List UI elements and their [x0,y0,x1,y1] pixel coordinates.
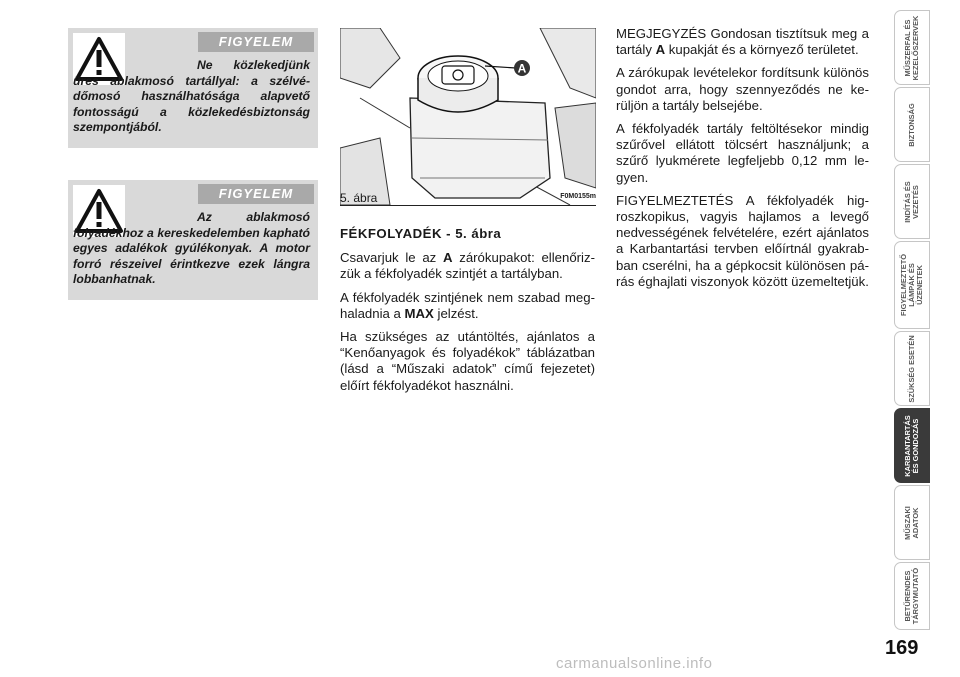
brake-fluid-section [340,226,595,401]
callout-label: A [517,61,527,76]
watermark: carmanualsonline.info [556,655,713,672]
tab-biztonsag[interactable]: BIZTONSÁG [894,87,930,162]
paragraph: A fékfolyadék szintjének nem szabad meghaladnia a MAX jelzést. [340,289,595,321]
tab-muszaki-adatok[interactable]: MŰSZAKI ADATOK [894,485,930,560]
paragraph: A fékfolyadék tartály feltöltésekor mindig szűrővel ellátott tölcsért használjunk; a szűrő lyukmérete legfeljebb 0,12 mm legyen. [616,121,869,185]
figure-caption-row [340,191,596,205]
paragraph: FIGYELMEZTETÉS A fékfolyadék higroszkopikus, vagyis hajlamos a levegő nedvességének felvételére, ezért ajánlatos a Karbantartási tervben előírtnál gyakrabban cserélni, ha a gépkocsit különösen párás éghajlati viszonyok között üzemeltetjük. [616,192,869,289]
warning-box [68,28,318,148]
tab-inditas[interactable]: INDÍTÁS ÉS VEZETÉS [894,164,930,239]
warning-text: Az ablakmosó folyadékhoz a kereskedelemben kapható egyes adalékok gyúlékonyak. A motor forró részeivel érintkezve ezek lángra lobbanhatnak. [73,210,310,286]
notes-column [616,26,869,297]
tab-szukseg-eseten[interactable]: SZÜKSÉG ESETÉN [894,331,930,406]
section-title: FÉKFOLYADÉK - 5. ábra [340,226,502,241]
chapter-tabs [894,0,930,677]
paragraph: MEGJEGYZÉS Gondosan tisztítsuk meg a tartály A kupakját és a környező területet. [616,26,869,58]
tab-muszerfal[interactable]: MŰSZERFAL ÉS KEZELŐSZERVEK [894,10,930,85]
paragraph: Csavarjuk le az A zárókupakot: ellenőrizzük a fékfolyadék szintjét a tartályban. [340,250,595,282]
warning-text: Ne közlekedjünk üres ablakmosó tartállyal: a szélvédőmosó használhatósága alapvető fontosságú a közlekedésbiztonság szempontjából. [73,58,310,134]
figure-caption: 5. ábra [340,191,378,205]
tab-karbantartas[interactable]: KARBANTARTÁS ÉS GONDOZÁS [894,408,930,483]
brake-fluid-reservoir-illustration [340,28,596,206]
warning-box [68,180,318,300]
tab-figyelmezteto[interactable]: FIGYELMEZTETŐ LÁMPÁK ÉS ÜZENETEK [894,241,930,329]
paragraph: A zárókupak levételekor fordítsunk különös gondot arra, hogy szennyeződés ne kerüljön a tartály belsejébe. [616,65,869,113]
warning-heading: FIGYELEM [198,184,314,204]
figure-code: F0M0155m [560,193,596,200]
paragraph: Ha szükséges az utántöltés, ajánlatos a “Kenőanyagok és folyadékok” táblázatban (lásd a “Műszaki adatok” című fejezetet) előírt fékfolyadékot használni. [340,329,595,393]
tab-targymutato[interactable]: BETŰRENDES TÁRGYMUTATÓ [894,562,930,630]
warning-heading: FIGYELEM [198,32,314,52]
page-number: 169 [885,637,919,659]
